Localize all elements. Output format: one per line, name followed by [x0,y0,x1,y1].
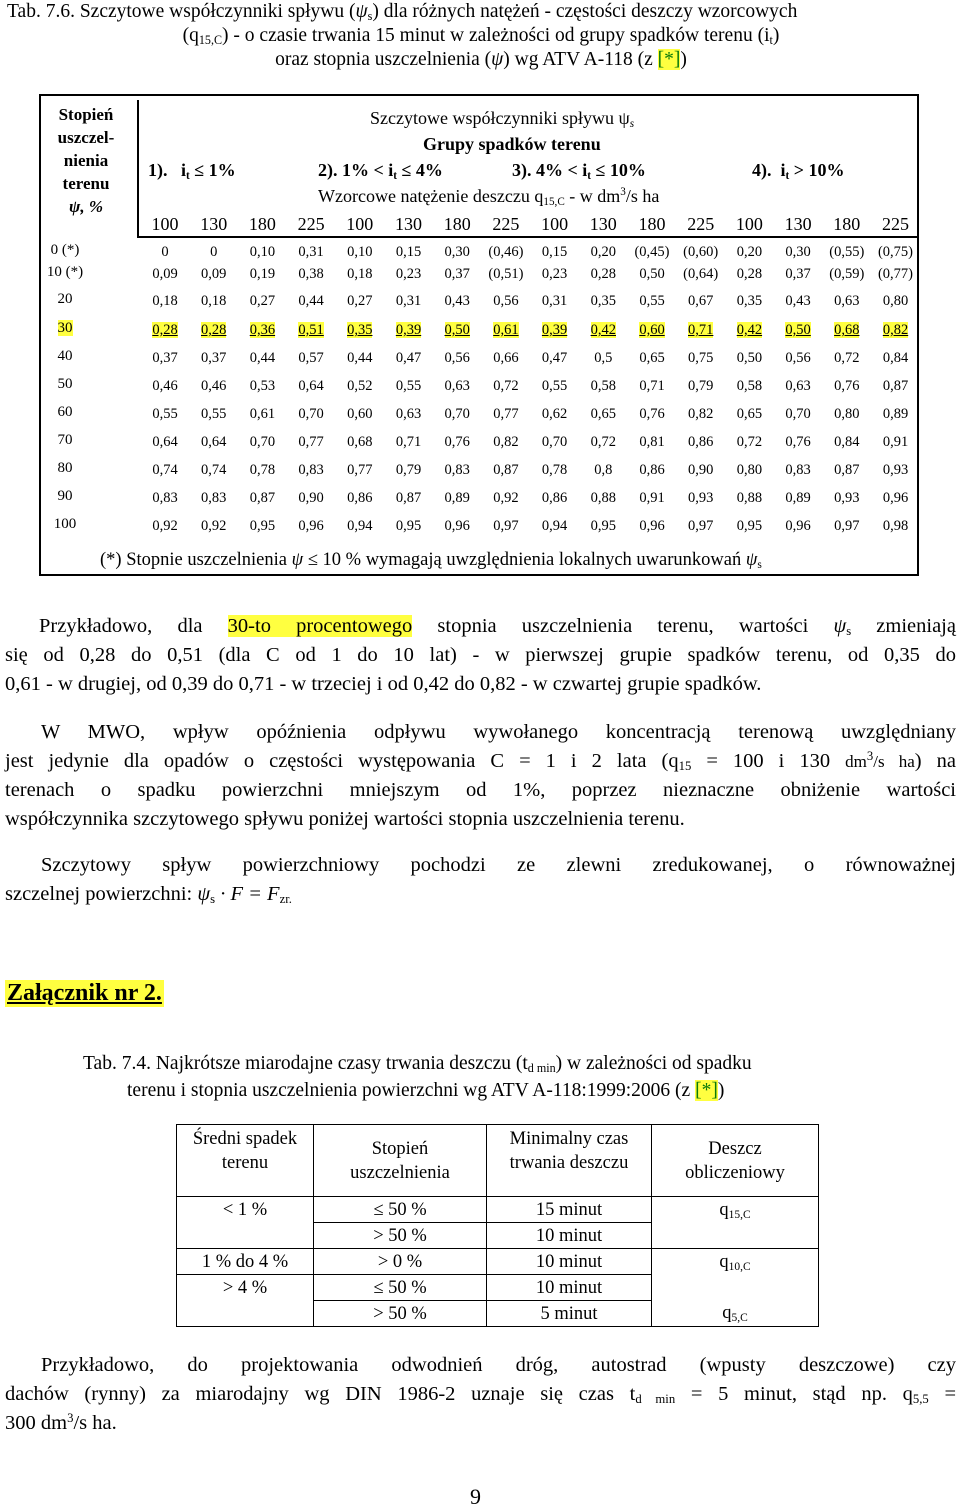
table-cell: 0,52 [347,378,373,394]
intensity-header-cell: 100 [735,214,763,234]
table-cell: 0,65 [736,406,763,422]
table-cell: 0,83 [785,462,811,478]
table-cell [190,322,238,339]
table-cell: 0,27 [347,293,373,309]
table-cell: 0,43 [444,293,470,309]
table-cell: 0,97 [688,518,714,534]
table-cell: 0,91 [882,434,909,450]
table-cell [531,322,579,339]
table-cell: 0,78 [541,462,568,478]
table-cell: 0,96 [298,518,324,534]
col-header-seal: Stopień uszczelnienia [314,1125,487,1197]
row-label: 60 [57,404,73,420]
table-cell: 0,50 [639,266,665,282]
table-cell: 0,18 [347,266,373,282]
table-cell: 0,31 [541,293,568,309]
table-cell: 0,76 [834,378,860,394]
table-cell: 0,44 [347,350,373,366]
table-cell: 0,68 [347,434,373,450]
table-cell: 0,70 [249,434,276,450]
table-cell [336,322,384,339]
table-cell: 0,92 [493,490,519,506]
annex-heading: Załącznik nr 2. [7,980,162,1006]
table-cell: 0,80 [736,462,763,478]
table-cell: 0,71 [639,378,665,394]
table-cell: 0,28 [736,266,763,282]
table-cell: (0,75) [877,244,914,260]
table-cell: 0,55 [639,293,665,309]
table-cell: 0,8 [594,462,613,478]
intensity-header-cell: 100 [541,214,569,234]
table-row: > 4 % ≤ 50 % 10 minut [177,1275,819,1301]
group-1: 1). $i_t \le 1\%$ [148,160,236,182]
table-cell: 0,63 [785,378,811,394]
table-cell: 0,90 [298,490,324,506]
highlighted-value: 0,50 [444,322,470,338]
table-cell: 0,94 [541,518,568,534]
table-cell: 0,96 [444,518,470,534]
table-cell: 0,37 [201,350,227,366]
table-cell: 0,76 [444,434,470,450]
row-label: 50 [57,376,73,392]
table-cell: 0,76 [785,434,811,450]
intensity-header-cell: 225 [687,214,715,234]
table-cell [628,322,676,339]
table-cell: 0,91 [639,490,665,506]
table-cell: 0,63 [834,293,860,309]
highlighted-value: 0,39 [541,322,568,338]
table-cell: 0,58 [590,378,616,394]
groups-title: Grupy spadków terenu [423,134,601,154]
table-cell: 0,98 [882,518,909,534]
intensity-row [137,214,918,238]
table-cell: 0,82 [688,406,714,422]
table-cell: 0,81 [639,434,665,450]
highlighted-value: 0,42 [736,322,763,338]
table-cell: 0,97 [493,518,519,534]
table-cell: 0,72 [736,434,763,450]
table-cell: 0,80 [834,406,860,422]
col-header-slope: Średni spadek terenu [177,1125,314,1197]
table-cell [238,322,286,339]
table-cell: 0,87 [493,462,519,478]
table-cell: 0,93 [688,490,714,506]
row-label: 10 (*) [46,264,84,280]
table-cell: 0,38 [298,266,324,282]
highlighted-value: 0,68 [834,322,860,338]
intensity-header-cell: 180 [833,214,861,234]
group-3: 3). $4\% < i_t \le 10\%$ [512,160,646,182]
table-cell: 0,53 [249,378,276,394]
table-cell: 0,64 [152,434,178,450]
table-cell: 0,72 [590,434,616,450]
table-cell: 0 [161,244,169,260]
table-cell: 0,74 [201,462,227,478]
table-cell: 0,55 [395,378,422,394]
table-cell: 0,60 [347,406,373,422]
table-cell [287,322,335,339]
table-cell: 0,74 [152,462,178,478]
table-cell: 0,46 [201,378,227,394]
intensity-header-cell: 100 [151,214,179,234]
table-cell: 0,15 [395,244,422,260]
table-cell: 0,23 [395,266,422,282]
table-cell: 0,72 [834,350,860,366]
table-cell: (0,64) [683,266,719,282]
table-cell: 0,86 [347,490,373,506]
table-cell: 0,83 [152,490,178,506]
table-cell: 0,10 [347,244,373,260]
table-cell: 0,65 [590,406,616,422]
table-cell: 0,47 [541,350,568,366]
table-cell: 0,50 [736,350,763,366]
table-cell: (0,59) [829,266,865,282]
row-label: 90 [57,488,73,504]
table-cell: 0,89 [785,490,811,506]
table-title: Szczytowe współczynniki spływu $\psi_s$ [370,108,635,130]
table-cell: 0,83 [201,490,227,506]
table-cell: (0,45) [634,244,670,260]
reference-link-2[interactable]: [*] [695,1080,718,1101]
table-cell: 0,70 [444,406,470,422]
table-cell: 0,89 [444,490,470,506]
table-cell: 0,64 [201,434,227,450]
table-cell: 0,20 [736,244,763,260]
side-header: Stopień uszczel- nienia terenu ψ, % [57,105,115,216]
intensity-title: Wzorcowe natężenie deszczu $q_{15,C}$ - w $dm^3/s$ ha [318,186,660,208]
table-cell: 0,55 [201,406,227,422]
table-cell: 0,72 [493,378,519,394]
table-cell: 0,35 [590,293,616,309]
table-row: < 1 % ≤ 50 % 15 minut $q_{15,C}$ [177,1197,819,1223]
table-cell: 0,37 [785,266,811,282]
table-cell: 0,10 [249,244,276,260]
table-cell: 0,80 [882,293,909,309]
table-cell: 0,90 [688,462,714,478]
paragraph-example: Przykładowo, dla 30-to procentowego stopnia uszczelnienia terenu, wartości $\psi_s$ zmieniają się od 0,28 do 0,51 (dla C od 1 do 10 lat) - w pierwszej grupie spadków terenu, od 0,35 do 0,61 - w drugiej, od 0,39 do 0,71 - w trzeciej i od 0,42 do 0,82 - w czwartej grupie spadków. [5,615,956,695]
table-cell: 0,15 [541,244,568,260]
table-cell: 0,66 [493,350,519,366]
table-cell: 0,5 [594,350,613,366]
table-cell: 0,95 [736,518,763,534]
table-cell: 0,84 [882,350,909,366]
table-cell [433,322,481,339]
table-cell: 0,61 [249,406,276,422]
intensity-header-cell: 130 [200,214,228,234]
table-cell: 0,58 [736,378,763,394]
table-cell: 0,77 [493,406,519,422]
table2-caption: Tab. 7.4. Najkrótsze miarodajne czasy trwania deszczu $(t_{d min})$ w zależności od spadku terenu i stopnia uszczelnienia powierzchni wg ATV A-118:1999:2006 (z [*]) [83,1053,752,1101]
table-cell [385,322,433,339]
paragraph-din: Przykładowo, do projektowania odwodnień dróg, autostrad (wpusty deszczowe) czy dachów (rynny) za miarodajny wg DIN 1986-2 uznaje się czas $t_{d min} = 5$ minut, stąd np. $q_{5,5}$ = 300 $dm^3/s$ ha. [5,1354,957,1434]
table-cell: 0,23 [541,266,568,282]
intensity-header-cell: 180 [248,214,276,234]
highlighted-value: 0,28 [201,322,227,338]
table-cell: 0 [210,244,218,260]
table-cell: 0,95 [249,518,276,534]
table-cell: 0,92 [201,518,227,534]
group-4: 4). $i_t > 10\%$ [752,160,845,182]
highlighted-value: 0,61 [493,322,519,338]
table-cell: 0,63 [395,406,422,422]
table-cell: 0,70 [298,406,324,422]
table-cell: 0,71 [395,434,422,450]
highlighted-value: 0,42 [590,322,616,338]
reference-link[interactable]: [*] [657,49,681,70]
table-row: 1 % do 4 % > 0 % 10 minut $q_{10,C}$ [177,1249,819,1275]
table-cell: 0,55 [541,378,568,394]
table-cell: 0,77 [347,462,373,478]
table-cell: 0,86 [639,462,665,478]
row-label: 70 [57,432,73,448]
intensity-header-cell: 180 [638,214,666,234]
highlighted-value: 0,60 [639,322,665,338]
table-cell: 0,28 [590,266,616,282]
table-cell: 0,86 [688,434,714,450]
table-cell: 0,87 [395,490,422,506]
table-cell: 0,09 [201,266,227,282]
page-number: 9 [470,1484,481,1509]
table-cell: 0,35 [736,293,763,309]
table-cell: (0,55) [829,244,865,260]
table-cell: 0,89 [882,406,909,422]
table-cell: 0,70 [785,406,811,422]
table-cell: 0,20 [590,244,616,260]
group-2: 2). $1\% < i_t \le 4\%$ [318,160,443,182]
table-cell: 0,18 [201,293,227,309]
highlighted-value: 0,51 [298,322,324,338]
table-cell: 0,93 [882,462,909,478]
table-cell: 0,87 [882,378,909,394]
table-cell: 0,37 [444,266,470,282]
table-cell: 0,62 [541,406,568,422]
table-cell: 0,65 [639,350,665,366]
table-cell: 0,86 [541,490,568,506]
table-row: > 50 % 10 minut [177,1223,819,1249]
intensity-header-cell: 225 [297,214,325,234]
table-cell: 0,55 [152,406,178,422]
table-cell: 0,95 [590,518,616,534]
table-cell: 0,82 [493,434,519,450]
table-cell: 0,43 [785,293,811,309]
table-cell: 0,56 [444,350,470,366]
table-cell: 0,94 [347,518,373,534]
table-cell: 0,19 [249,266,276,282]
highlighted-value: 0,39 [395,322,422,338]
highlighted-value: 0,82 [882,322,909,338]
table-cell: 0,56 [785,350,811,366]
highlighted-value: 0,71 [688,322,714,338]
table-cell: 0,95 [395,518,422,534]
col-header-rain: Deszcz obliczeniowy [652,1125,819,1197]
intensity-header-cell: 130 [395,214,422,234]
table-cell: 0,44 [249,350,276,366]
table-cell [579,322,627,339]
table-cell: 0,46 [152,378,178,394]
table-cell: 0,75 [688,350,714,366]
table-cell: (0,60) [683,244,719,260]
table-cell: 0,27 [249,293,276,309]
table-cell: 0,96 [785,518,811,534]
row-label: 100 [53,516,77,532]
paragraph-runoff: Szczytowy spływ powierzchniowy pochodzi ze zlewni zredukowanej, o równoważnej szczelnej powierzchni: $\psi_s \cdot F = F_{zr.}$ [5,854,956,906]
table-cell: 0,31 [395,293,422,309]
table-cell: 0,30 [444,244,470,260]
table-cell: 0,64 [298,378,324,394]
table-row: > 50 % 5 minut $q_{5,C}$ [177,1301,819,1327]
intensity-header-cell: 130 [589,214,617,234]
table-cell: 0,30 [785,244,811,260]
table-cell: 0,96 [639,518,665,534]
table-cell: 0,97 [834,518,860,534]
table-cell: 0,79 [688,378,714,394]
table-cell [823,322,871,339]
row-label: 0 (*) [50,242,80,258]
table-cell: 0,93 [834,490,860,506]
table-cell: 0,56 [493,293,519,309]
table-cell: 0,84 [834,434,860,450]
table-cell: (0,77) [877,266,914,282]
highlighted-value: 0,28 [152,322,178,338]
table-cell: 0,92 [152,518,178,534]
row-label-text: 30 [57,320,73,336]
table-cell: 0,88 [590,490,616,506]
table-cell [482,322,530,339]
highlighted-value: 0,36 [249,322,276,338]
row-label [40,320,90,337]
table-cell [774,322,822,339]
row-label: 20 [57,291,73,307]
table-cell: 0,31 [298,244,324,260]
table-cell: 0,09 [152,266,178,282]
table-cell: 0,70 [541,434,568,450]
row-label: 80 [57,460,73,476]
table-footnote: (*) Stopnie uszczelnienia ψ ≤ 10 % wymagają uwzględnienia lokalnych uwarunkowań $\psi_s$ [100,550,762,571]
col-header-time: Minimalny czas trwania deszczu [487,1125,652,1197]
table-cell: (0,51) [488,266,524,282]
table-cell [141,322,189,339]
highlighted-value: 0,35 [347,322,373,338]
table-cell: 0,78 [249,462,276,478]
table-cell [725,322,773,339]
table-cell: 0,88 [736,490,763,506]
intensity-header-cell: 180 [443,214,471,234]
table-cell: 0,96 [882,490,909,506]
duration-table [176,1124,819,1327]
table-cell: 0,83 [444,462,470,478]
paragraph-mwo: W MWO, wpływ opóźnienia odpływu wywołanego koncentracją terenową uwzględniany jest jedynie dla opadów o częstości występowania C = 1 i 2 lata ($q_{15} = 100$ i 130 $dm^3/s$ ha) na terenach o spadku powierzchni mniejszym od 1%, poprzez nieznaczne obniżenie wartości współczynnika szczytowego spływu poniżej wartości stopnia uszczelnienia terenu. [5,721,956,830]
table-cell: 0,57 [298,350,324,366]
table-cell: 0,44 [298,293,324,309]
table-cell: 0,76 [639,406,665,422]
table-cell: (0,46) [488,244,524,260]
table-cell: 0,87 [249,490,276,506]
table-cell [872,322,920,339]
table-cell: 0,77 [298,434,324,450]
highlighted-value: 0,50 [785,322,811,338]
intensity-header-cell: 225 [492,214,520,234]
table-cell: 0,87 [834,462,860,478]
intensity-header-cell: 130 [784,214,812,234]
row-label: 40 [57,348,73,364]
table-cell: 0,47 [395,350,422,366]
intensity-header-cell: 225 [882,214,909,234]
table-cell: 0,63 [444,378,470,394]
table-cell: 0,79 [395,462,422,478]
table-cell: 0,83 [298,462,324,478]
table-cell: 0,37 [152,350,178,366]
table-cell: 0,67 [688,293,714,309]
table-caption: Tab. 7.6. Szczytowe współczynniki spływu $(\psi_s)$ dla różnych natężeń - częstości deszczy wzorcowych $(q_{15,C})$ - o czasie trwania 15 minut w zależności od grupy spadków terenu $(i_t)$ oraz stopnia uszczelnienia (ψ) wg ATV A-118 (z [*]) [7,1,798,70]
table-cell: 0,18 [152,293,178,309]
intensity-header-cell: 100 [346,214,374,234]
table-cell [677,322,725,339]
